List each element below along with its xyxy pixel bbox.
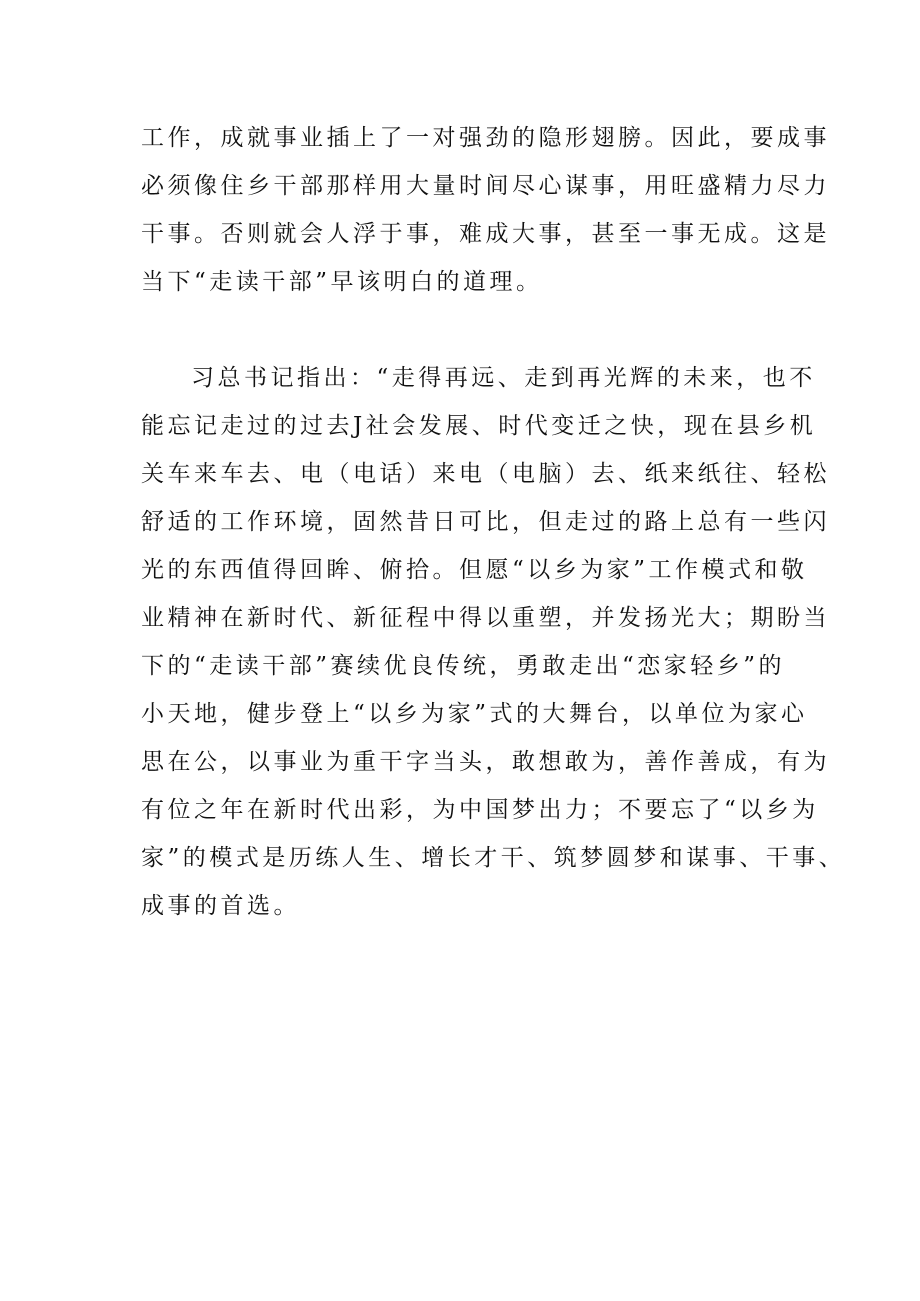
paragraph-1	[141, 114, 830, 306]
paragraph-line: 业精神在新时代、新征程中得以重塑，并发扬光大；期盼当	[141, 605, 830, 631]
paragraph-line: 能忘记走过的过去J社会发展、时代变迁之快，现在县乡机	[141, 413, 817, 439]
paragraph-line: 成事的首选。	[141, 893, 300, 919]
paragraph-line: 必须像住乡干部那样用大量时间尽心谋事，用旺盛精力尽力	[141, 173, 830, 199]
paragraph-2	[141, 354, 846, 930]
paragraph-line: 思在公，以事业为重干字当头，敢想敢为，善作善成，有为	[141, 749, 830, 775]
paragraph-line: 干事。否则就会人浮于事，难成大事，甚至一事无成。这是	[141, 221, 830, 247]
paragraph-line: 关车来车去、电（电话）来电（电脑）去、纸来纸往、轻松	[141, 461, 830, 487]
paragraph-line: 小天地，健步登上“以乡为家”式的大舞台，以单位为家心	[141, 701, 808, 727]
paragraph-line: 下的“走读干部”赛续优良传统，勇敢走出“恋家轻乡”的	[141, 653, 786, 679]
paragraph-line: 当下“走读干部”早该明白的道理。	[141, 269, 543, 295]
paragraph-line: 工作，成就事业插上了一对强劲的隐形翅膀。因此，要成事	[141, 125, 830, 151]
paragraph-line: 有位之年在新时代出彩，为中国梦出力；不要忘了“以乡为	[141, 797, 819, 823]
paragraph-line: 舒适的工作环境，固然昔日可比，但走过的路上总有一些闪	[141, 509, 830, 535]
paragraph-line: 习总书记指出：“走得再远、走到再光辉的未来，也不	[191, 365, 816, 391]
paragraph-line: 家”的模式是历练人生、增长才干、筑梦圆梦和谋事、干事、	[141, 845, 846, 871]
paragraph-line: 光的东西值得回眸、俯拾。但愿“以乡为家”工作模式和敬	[141, 557, 808, 583]
